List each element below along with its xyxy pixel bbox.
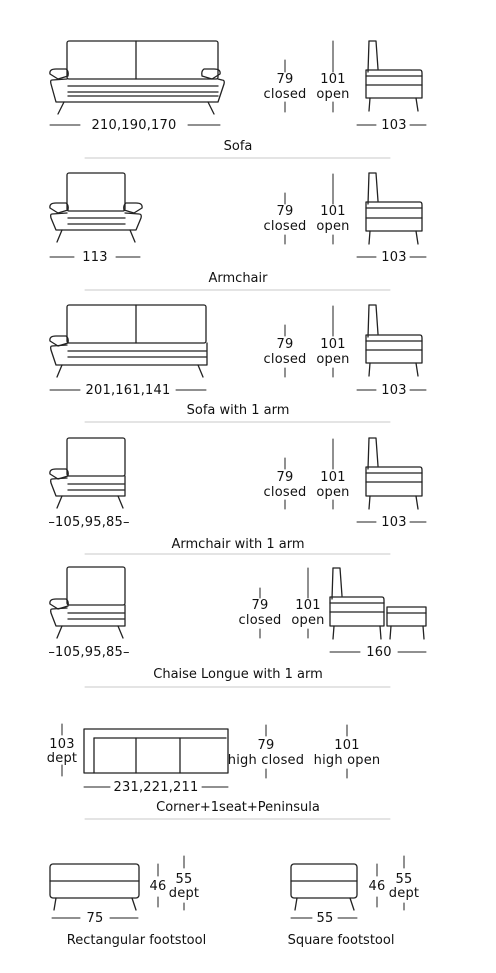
sofa-open-value: 101 [320,72,346,87]
rect-footstool-width-label: 75 [86,911,104,926]
armchair-one-arm-dimension-lines [285,439,426,522]
sofa-one-arm-front-drawing [50,305,207,377]
armchair-one-arm-caption: Armchair with 1 arm [171,537,305,552]
corner-closed-label: high closed [227,753,305,768]
chaise-closed-value: 79 [251,598,269,613]
chaise-open-label: open [291,613,325,628]
sofa-dimension-lines [50,41,426,125]
armchair-open-value: 101 [320,204,346,219]
square-footstool-depth-label: dept [388,886,420,901]
square-footstool-width-label: 55 [316,911,334,926]
sofa-caption: Sofa [223,139,253,154]
rect-footstool-caption: Rectangular footstool [66,933,207,948]
armchair-open-label: open [316,219,350,234]
sofa-closed-value: 79 [276,72,294,87]
sofa-open-label: open [316,87,350,102]
sofa-one-arm-closed-value: 79 [276,337,294,352]
armchair-front-drawing [50,173,142,242]
armchair-one-arm-open-label: open [316,485,350,500]
corner-top-drawing [84,729,228,773]
rect-footstool-depth-value: 55 [175,872,193,887]
corner-open-value: 101 [334,738,360,753]
sofa-one-arm-depth-label: 103 [381,383,407,398]
armchair-one-arm-open-value: 101 [320,470,346,485]
rectangular-footstool-drawing [50,864,139,910]
chaise-front-drawing [50,567,125,638]
sofa-width-label: 210,190,170 [91,118,177,133]
armchair-one-arm-closed-label: closed [263,485,307,500]
chaise-side-drawing [330,568,426,639]
sofa-one-arm-width-label: 201,161,141 [85,383,171,398]
square-footstool-height-label: 46 [368,879,386,894]
chaise-dimension-lines [260,568,426,652]
sofa-one-arm-dimension-lines [50,306,426,390]
sofa-one-arm-side-drawing [366,305,422,376]
sofa-one-arm-caption: Sofa with 1 arm [186,403,290,418]
sofa-depth-label: 103 [381,118,407,133]
armchair-one-arm-side-drawing [366,438,422,509]
corner-closed-value: 79 [257,738,275,753]
armchair-one-arm-width-value: 105,95,85 [55,515,123,530]
sofa-one-arm-open-label: open [316,352,350,367]
footstool-dimension-lines [52,856,404,918]
sofa-one-arm-closed-label: closed [263,352,307,367]
rect-footstool-height-label: 46 [149,879,167,894]
corner-width-label: 231,221,211 [113,780,199,795]
armchair-closed-label: closed [263,219,307,234]
corner-caption: Corner+1seat+Peninsula [156,800,320,815]
rect-footstool-depth-label: dept [168,886,200,901]
square-footstool-caption: Square footstool [287,933,395,948]
chaise-closed-label: closed [238,613,282,628]
chaise-width-value: 105,95,85 [55,645,123,660]
corner-depth-value: 103 [49,737,75,752]
armchair-one-arm-depth-label: 103 [381,515,407,530]
sofa-closed-label: closed [263,87,307,102]
sofa-one-arm-open-value: 101 [320,337,346,352]
armchair-side-drawing [366,173,422,244]
chaise-caption: Chaise Longue with 1 arm [153,667,323,682]
corner-depth-label: dept [46,751,78,766]
chaise-open-value: 101 [295,598,321,613]
armchair-depth-label: 103 [381,250,407,265]
chaise-depth-label: 160 [366,645,392,660]
square-footstool-drawing [291,864,357,910]
chaise-width-label: –105,95,85– [48,645,130,660]
armchair-caption: Armchair [208,271,268,286]
square-footstool-depth-value: 55 [395,872,413,887]
armchair-dimension-lines [50,174,426,257]
sofa-side-drawing [366,41,422,111]
armchair-one-arm-front-drawing [50,438,125,508]
sofa-front-drawing [50,41,224,114]
armchair-width-label: 113 [82,250,108,265]
corner-open-label: high open [313,753,381,768]
armchair-one-arm-width-label: –105,95,85– [48,515,130,530]
armchair-one-arm-closed-value: 79 [276,470,294,485]
armchair-closed-value: 79 [276,204,294,219]
